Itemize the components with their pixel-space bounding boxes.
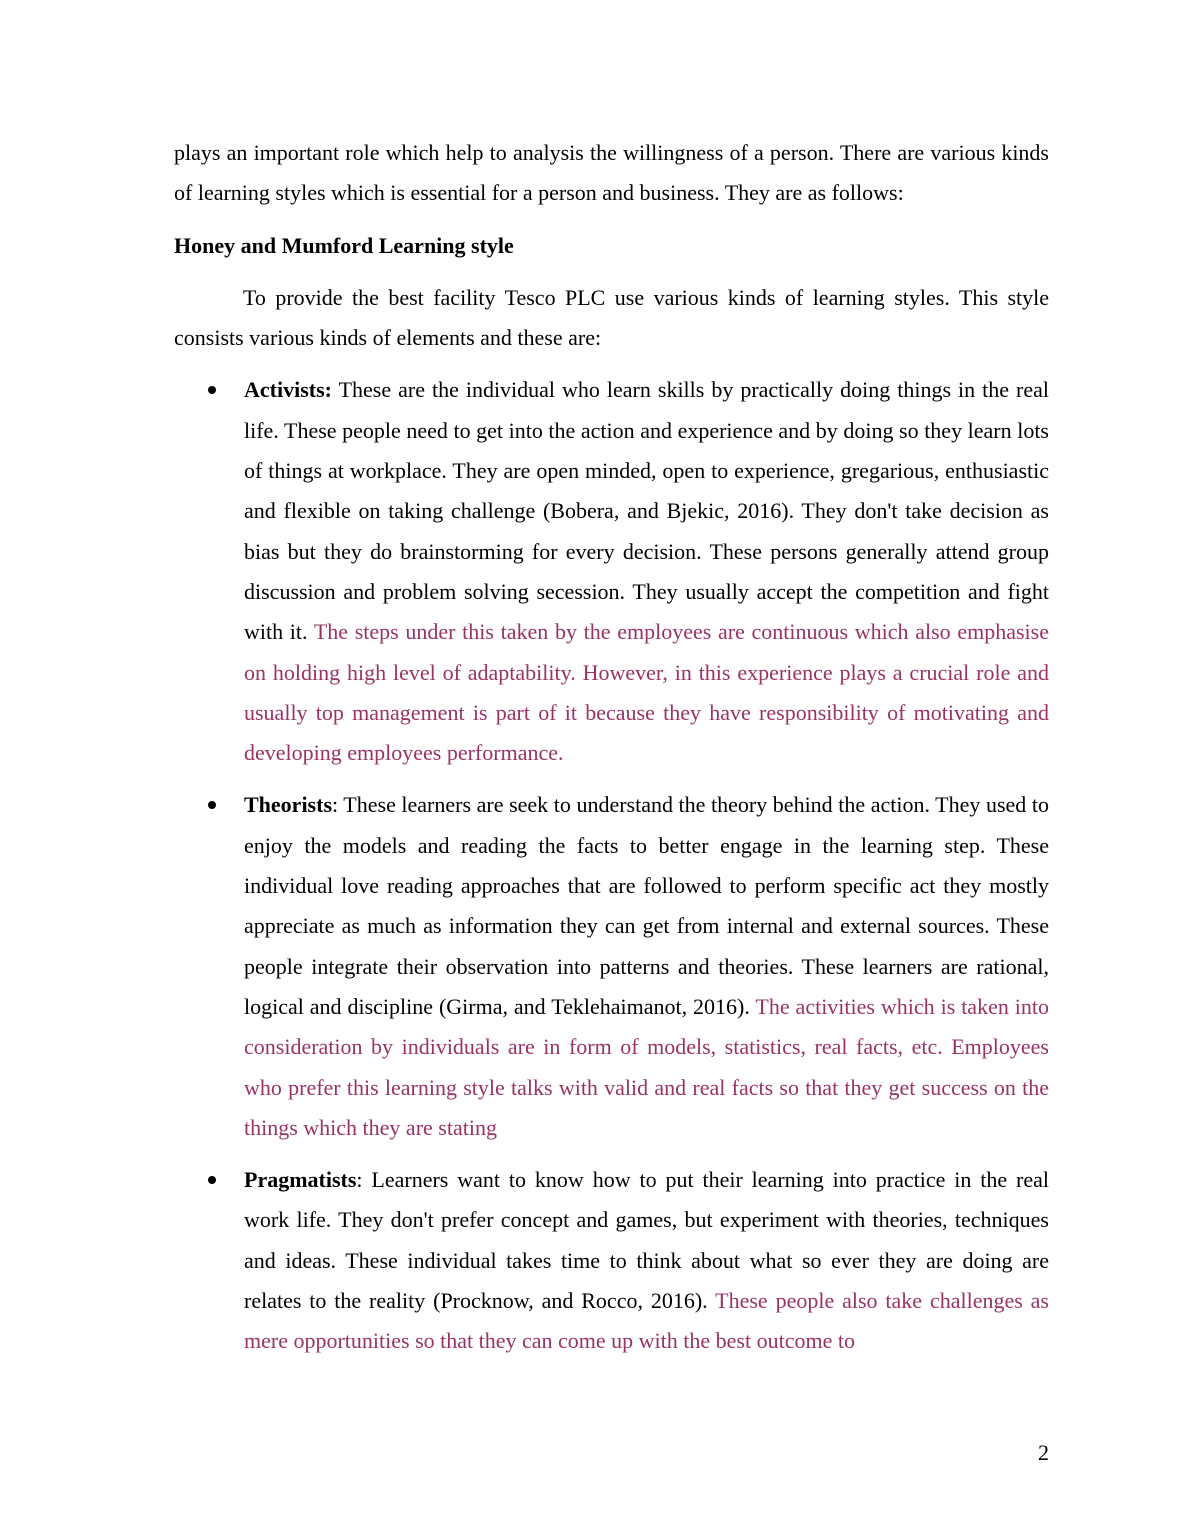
section-heading: Honey and Mumford Learning style xyxy=(174,232,514,258)
list-item-added-text: The activities which is taken into consideration by individuals are in form of models, statistics, real facts, etc. Employees who prefer this learning style talks with valid and real facts so that they get success on the things which they are stating xyxy=(244,993,1049,1140)
list-item-text: : Learners want to know how to put their learning into practice in the real work life. They don't prefer concept and games, but experiment with theories, techniques and ideas. These individual takes time to think about what so ever they are doing are relates to the reality (Procknow, and Rocco, 2016). xyxy=(244,1167,1049,1314)
list-item-text: : These learners are seek to understand the theory behind the action. They used to enjoy the models and reading the facts to better engage in the learning step. These individual love reading approaches that are followed to perform specific act they mostly appreciate as much as information they can get from internal and external sources. These people integrate their observation into patterns and theories. These learners are rational, logical and discipline (Girma, and Teklehaimanot, 2016). xyxy=(244,792,1049,1019)
list-item-text: These are the individual who learn skills by practically doing things in the real life. These people need to get into the action and experience and by doing so they learn lots of things at workplace. They are open minded, open to experience, gregarious, enthusiastic and flexible on taking challenge (Bobera, and Bjekic, 2016). They don't take decision as bias but they do brainstorming for every decision. These persons generally attend group discussion and problem solving secession. They usually accept the competition and fight with it. xyxy=(244,377,1049,645)
list-item-term: Activists: xyxy=(244,377,332,403)
bullet-icon xyxy=(208,386,216,394)
section-intro-paragraph: To provide the best facility Tesco PLC use various kinds of learning styles. This style consists various kinds of elements and these are: xyxy=(174,284,1049,351)
list-item-pragmatists xyxy=(174,1160,1049,1361)
list-item-added-text: These people also take challenges as mere opportunities so that they can come up with the best outcome to xyxy=(244,1288,1049,1354)
list-item-added-text: The steps under this taken by the employees are continuous which also emphasise on holding high level of adaptability. However, in this experience plays a crucial role and usually top management is part of it because they have responsibility of motivating and developing employees performance. xyxy=(244,619,1049,766)
intro-paragraph: plays an important role which help to analysis the willingness of a person. There are various kinds of learning styles which is essential for a person and business. They are as follows: xyxy=(174,140,1049,206)
list-item-activists xyxy=(174,370,1049,773)
learning-styles-list xyxy=(174,370,1049,1361)
list-item-theorists xyxy=(174,785,1049,1148)
page-number: 2 xyxy=(1038,1440,1049,1465)
list-item-term: Pragmatists xyxy=(244,1167,357,1193)
bullet-icon xyxy=(208,801,216,809)
document-page xyxy=(174,133,1049,1374)
list-item-term: Theorists xyxy=(244,792,332,818)
bullet-icon xyxy=(208,1176,216,1184)
